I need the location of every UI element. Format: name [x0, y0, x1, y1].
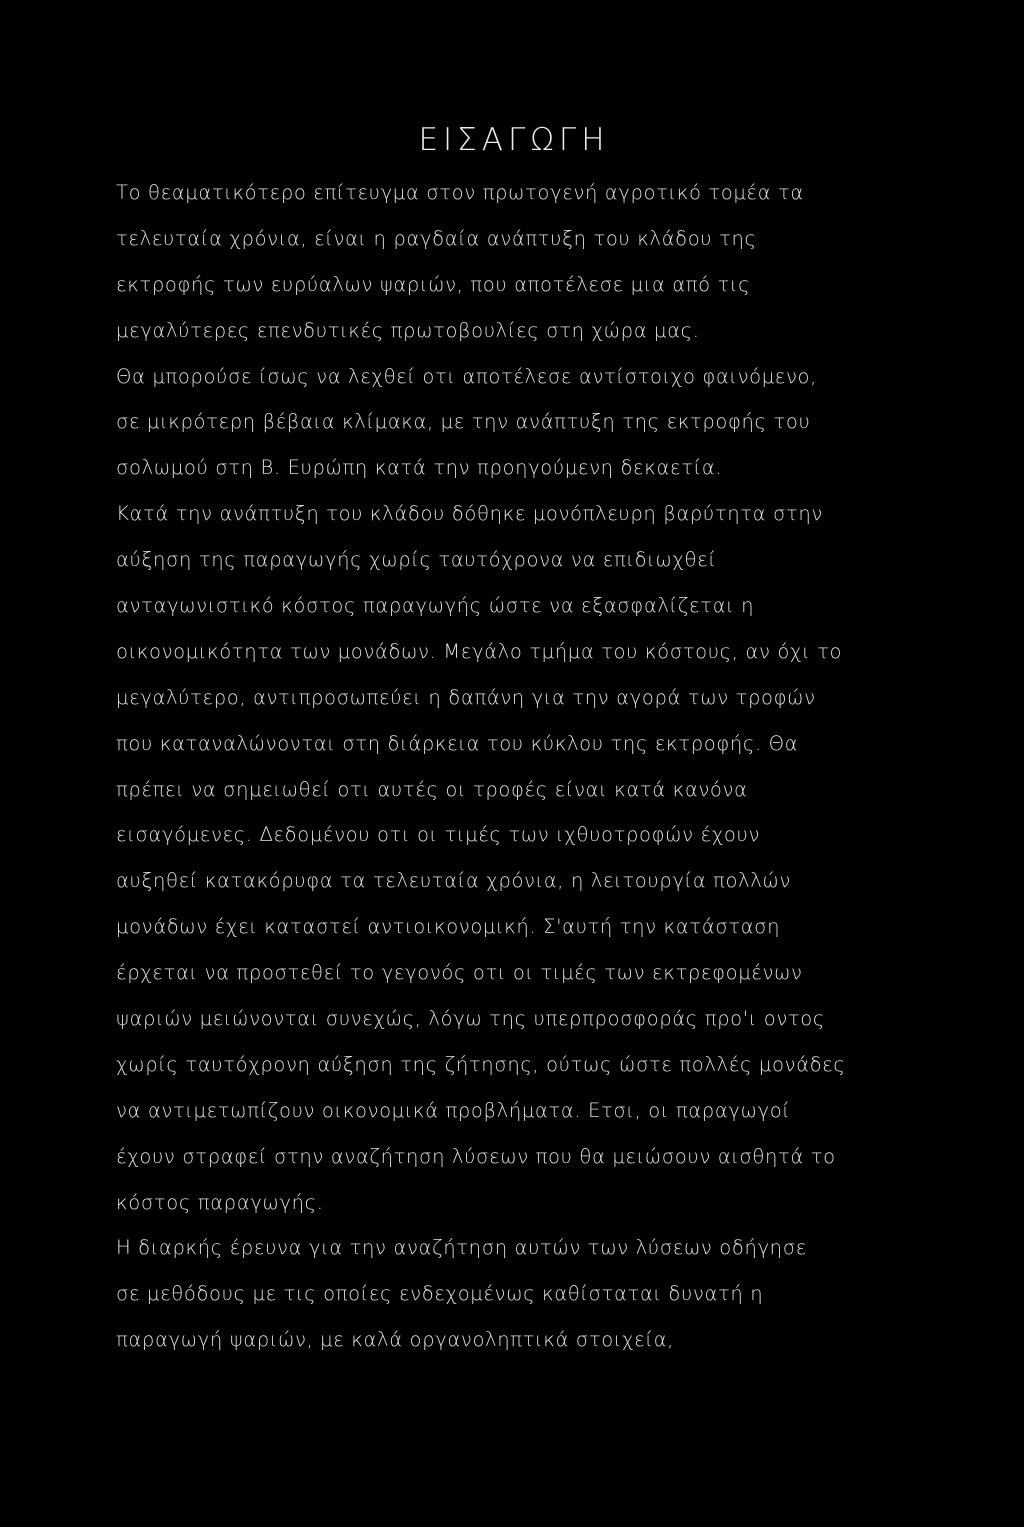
text-line: εκτροφής των ευρύαλων ψαριών, που αποτέλεσε μια από τις — [116, 272, 751, 296]
text-line: παραγωγή ψαριών, με καλά οργανοληπτικά στοιχεία, — [116, 1328, 674, 1352]
text-line: Η διαρκής έρευνα για την αναζήτηση αυτών των λύσεων οδήγησε — [116, 1236, 807, 1260]
text-line: σε μεθόδους με τις οποίες ενδεχομένως καθίσταται δυνατή η — [116, 1282, 764, 1306]
body-text — [116, 170, 916, 1363]
text-line: έχουν στραφεί στην αναζήτηση λύσεων που θα μειώσουν αισθητά το — [116, 1144, 836, 1168]
text-line: αυξηθεί κατακόρυφα τα τελευταία χρόνια, η λειτουργία πολλών — [116, 869, 791, 893]
text-line: οικονομικότητα των μονάδων. Μεγάλο τμήμα του κόστους, αν όχι το — [116, 639, 843, 663]
text-line: να αντιμετωπίζουν οικονομικά προβλήματα. Ετσι, οι παραγωγοί — [116, 1098, 791, 1122]
text-line: εισαγόμενες. Δεδομένου οτι οι τιμές των ιχθυοτροφών έχουν — [116, 823, 760, 847]
text-line: κόστος παραγωγής. — [116, 1190, 324, 1214]
text-line: Κατά την ανάπτυξη του κλάδου δόθηκε μονόπλευρη βαρύτητα στην — [116, 502, 823, 526]
text-line: σε μικρότερη βέβαια κλίμακα, με την ανάπτυξη της εκτροφής του — [116, 410, 811, 434]
text-line: πρέπει να σημειωθεί οτι αυτές οι τροφές είναι κατά κανόνα — [116, 777, 748, 801]
text-line: μεγαλύτερο, αντιπροσωπεύει η δαπάνη για την αγορά των τροφών — [116, 685, 816, 709]
page-title: ΕΙΣΑΓΩΓΗ — [418, 122, 610, 158]
text-line: ανταγωνιστικό κόστος παραγωγής ώστε να εξασφαλίζεται η — [116, 594, 755, 618]
text-line: έρχεται να προστεθεί το γεγονός οτι οι τιμές των εκτρεφομένων — [116, 961, 803, 985]
text-line: που καταναλώνονται στη διάρκεια του κύκλου της εκτροφής. Θα — [116, 731, 799, 755]
text-line: τελευταία χρόνια, είναι η ραγδαία ανάπτυξη του κλάδου της — [116, 226, 757, 250]
text-line: Το θεαματικότερο επίτευγμα στον πρωτογενή αγροτικό τομέα τα — [116, 181, 804, 204]
text-line: μεγαλύτερες επενδυτικές πρωτοβουλίες στη χώρα μας. — [116, 318, 700, 342]
text-line: μονάδων έχει καταστεί αντιοικονομική. Σ'αυτή την κατάσταση — [116, 915, 781, 939]
text-line: ψαριών μειώνονται συνεχώς, λόγω της υπερπροσφοράς προ'ι οντος — [116, 1007, 825, 1031]
text-line: χωρίς ταυτόχρονη αύξηση της ζήτησης, ούτως ώστε πολλές μονάδες — [116, 1052, 846, 1076]
text-line: σολωμού στη Β. Ευρώπη κατά την προηγούμενη δεκαετία. — [116, 456, 723, 480]
text-line: αύξηση της παραγωγής χωρίς ταυτόχρονα να επιδιωχθεί — [116, 548, 717, 572]
text-line: Θα μπορούσε ίσως να λεχθεί οτι αποτέλεσε αντίστοιχο φαινόμενο, — [116, 364, 817, 388]
